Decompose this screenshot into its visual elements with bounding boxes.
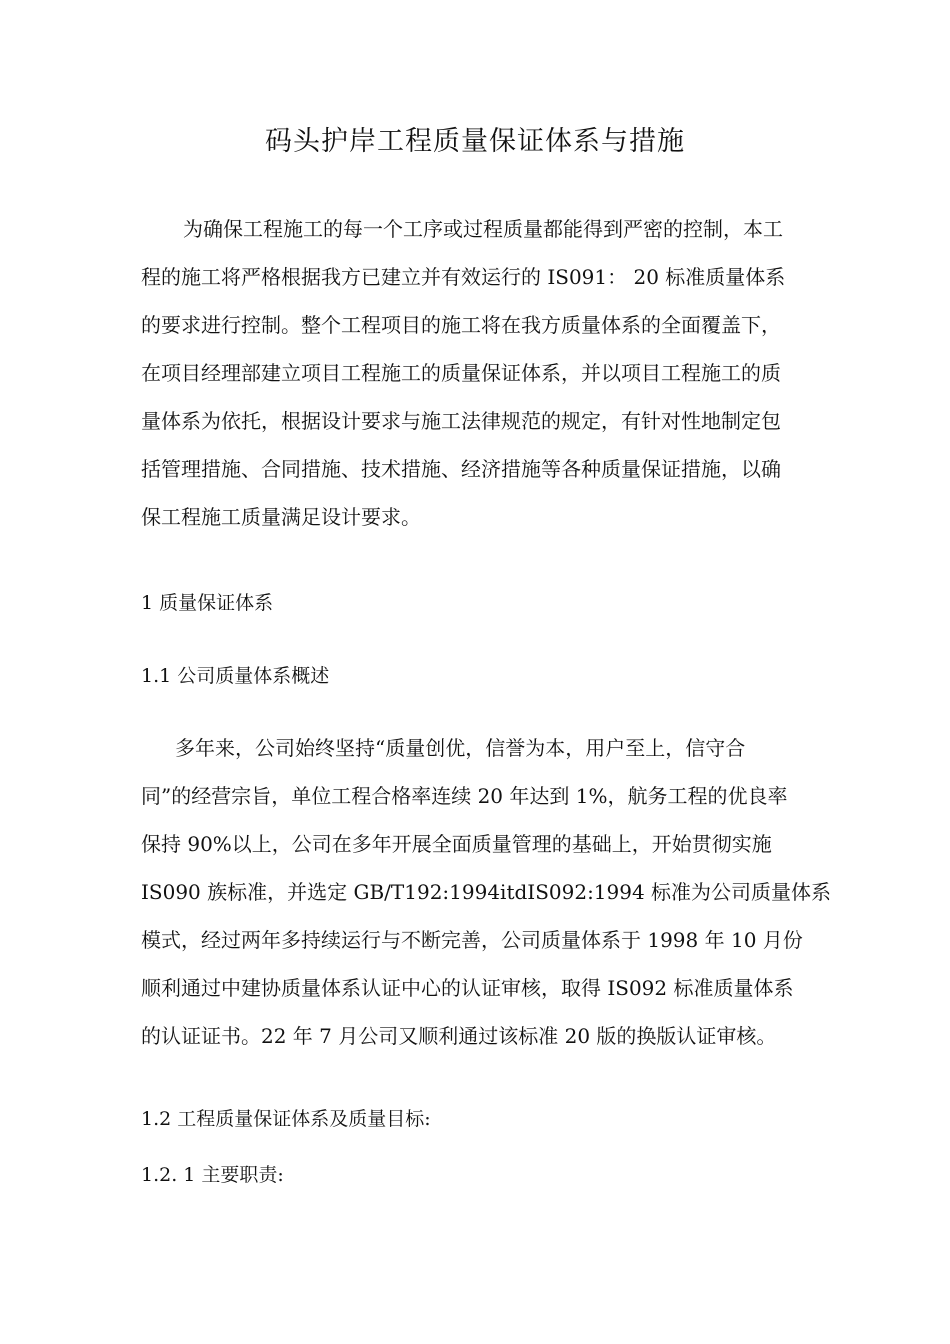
intro-line: 保工程施工质量满足设计要求。 [141,505,421,529]
intro-line: 程的施工将严格根据我方已建立并有效运行的 IS091： 20 标准质量体系 [141,265,786,289]
document-title: 码头护岸工程质量保证体系与措施 [265,126,685,157]
overview-line: 顺利通过中建协质量体系认证中心的认证审核，取得 IS092 标准质量体系 [141,976,794,1000]
overview-line: 多年来，公司始终坚持“质量创优，信誉为本，用户至上，信守合 [175,736,746,760]
intro-line: 的要求进行控制。整个工程项目的施工将在我方质量体系的全面覆盖下， [141,313,781,337]
intro-line: 量体系为依托，根据设计要求与施工法律规范的规定，有针对性地制定包 [141,409,781,433]
overview-paragraph [141,724,832,1060]
section-heading-1: 1 质量保证体系 [141,592,274,614]
intro-line: 为确保工程施工的每一个工序或过程质量都能得到严密的控制，本工 [183,217,783,241]
overview-line: IS090 族标准，并选定 GB/T192:1994itdIS092:1994 标准为公司质量体系 [141,880,832,904]
section-heading-1-1: 1.1 公司质量体系概述 [141,665,330,687]
overview-line: 模式，经过两年多持续运行与不断完善，公司质量体系于 1998 年 10 月份 [141,928,803,952]
overview-line: 同”的经营宗旨，单位工程合格率连续 20 年达到 1%，航务工程的优良率 [141,784,788,808]
intro-line: 括管理措施、合同措施、技术措施、经济措施等各种质量保证措施，以确 [141,457,781,481]
section-heading-1-2: 1.2 工程质量保证体系及质量目标: [141,1108,431,1130]
section-heading-1-2-1: 1.2. 1 主要职责: [141,1164,284,1186]
overview-line: 保持 90%以上，公司在多年开展全面质量管理的基础上，开始贯彻实施 [141,832,772,856]
overview-line: 的认证证书。22 年 7 月公司又顺利通过该标准 20 版的换版认证审核。 [141,1024,777,1048]
intro-line: 在项目经理部建立项目工程施工的质量保证体系，并以项目工程施工的质 [141,361,781,385]
intro-paragraph [141,205,829,541]
